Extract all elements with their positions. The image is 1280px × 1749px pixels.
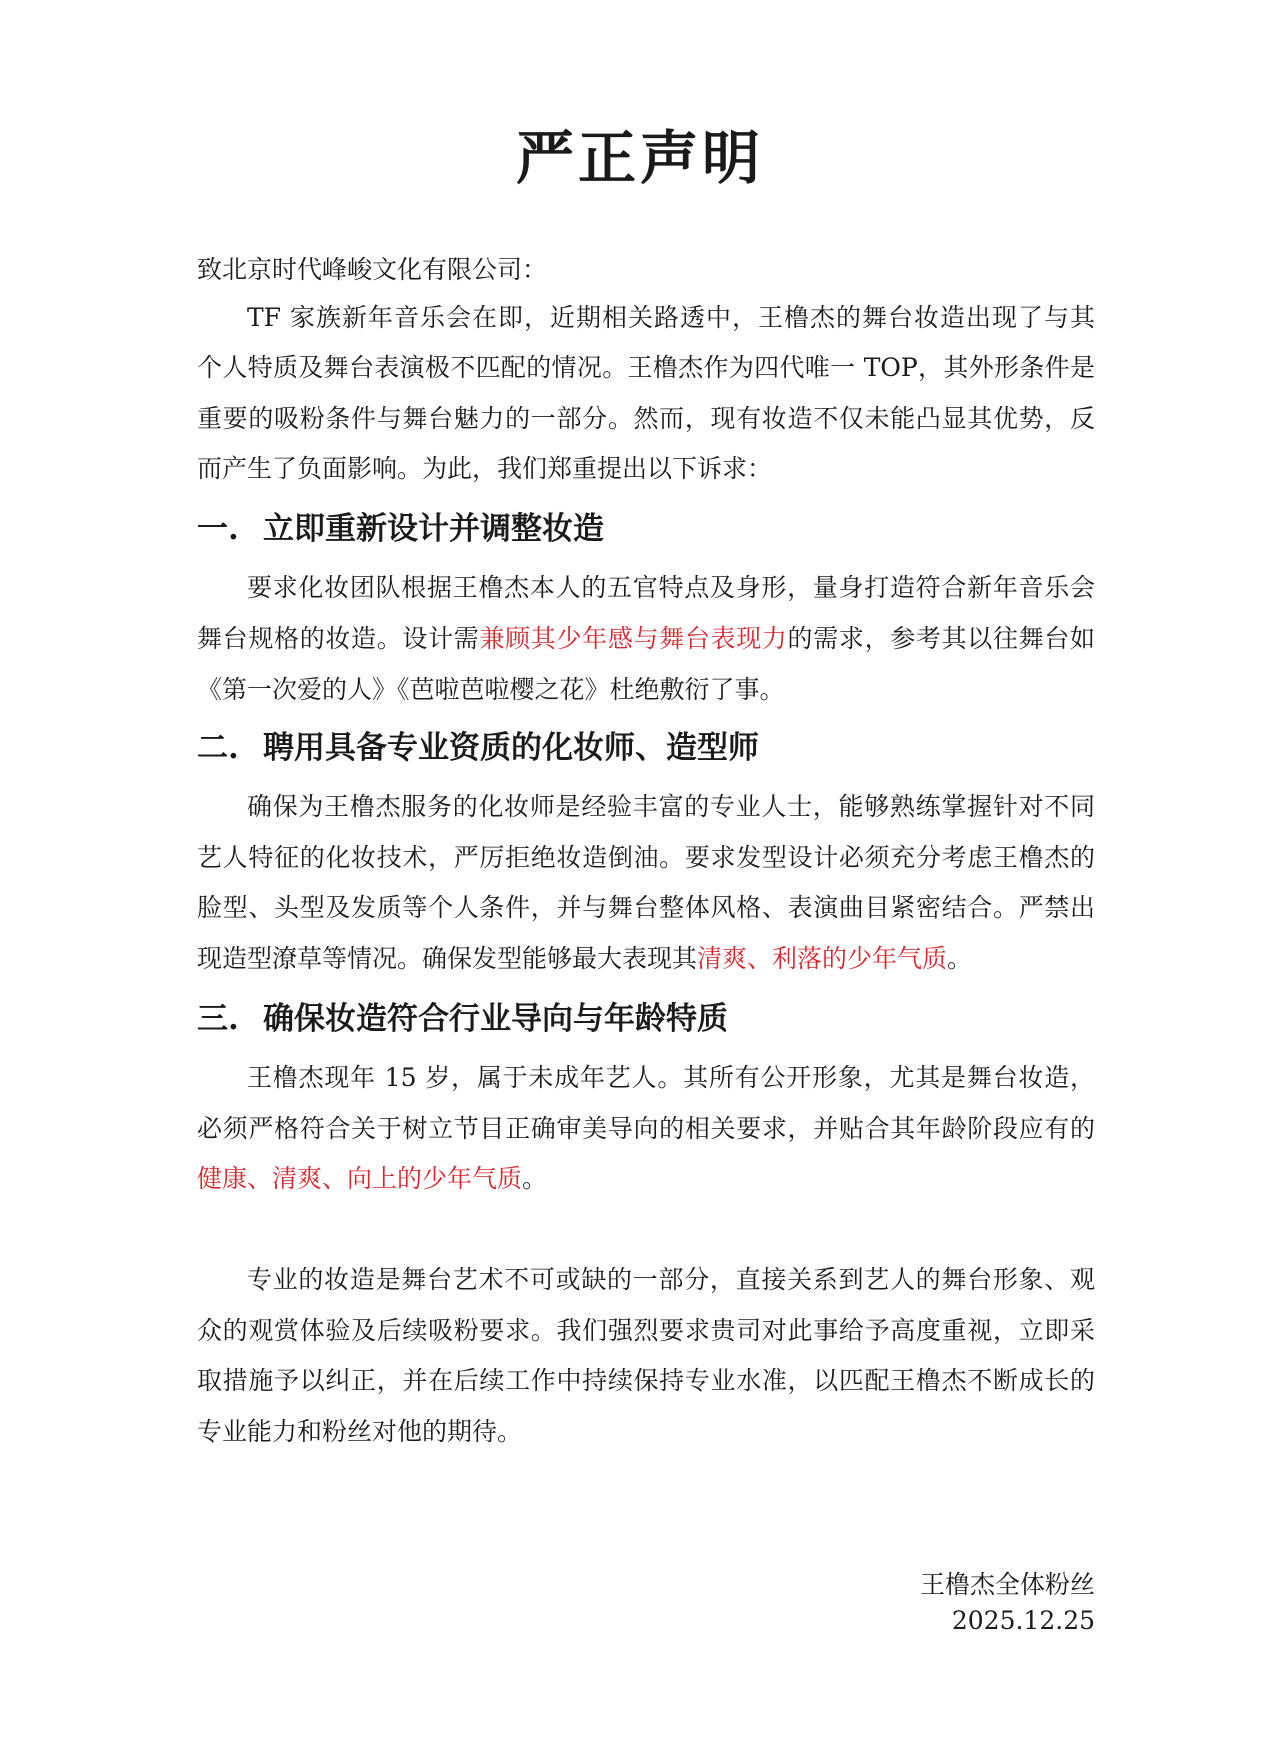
paragraph-line — [197, 1161, 1095, 1197]
paragraph-line — [197, 1414, 1095, 1450]
text-segment: 。 — [522, 1164, 548, 1193]
text-segment: 舞台规格的妆造。设计需 — [197, 624, 480, 653]
section-number: 二. — [197, 730, 239, 766]
text-segment: 重要的吸粉条件与舞台魅力的一部分。然而，现有妆造不仅未能凸显其优势，反 — [197, 404, 1095, 433]
text-segment: 现造型潦草等情况。确保发型能够最大表现其 — [197, 944, 698, 973]
paragraph-line — [247, 1262, 1095, 1298]
section-number: 三. — [197, 1001, 239, 1037]
paragraph-line — [197, 890, 1095, 926]
paragraph-line — [197, 401, 1095, 437]
emphasized-text: 兼顾其少年感与舞台表现力 — [479, 624, 788, 653]
text-segment: 确保为王橹杰服务的化妆师是经验丰富的专业人士，能够熟练掌握针对不同 — [247, 792, 1095, 821]
paragraph-line — [247, 300, 1095, 336]
text-segment: 要求化妆团队根据王橹杰本人的五官特点及身形，量身打造符合新年音乐会 — [247, 573, 1095, 602]
signature: 王橹杰全体粉丝 — [919, 1570, 1095, 1599]
paragraph-line — [197, 621, 1095, 657]
section-heading — [197, 999, 1095, 1039]
section-title: 立即重新设计并调整妆造 — [263, 511, 604, 547]
text-segment: 必须严格符合关于树立节目正确审美导向的相关要求，并贴合其年龄阶段应有的 — [197, 1114, 1095, 1143]
salutation: 致北京时代峰峻文化有限公司： — [197, 255, 548, 284]
paragraph-line — [197, 1313, 1095, 1349]
paragraph-line — [197, 941, 1095, 977]
section-title: 聘用具备专业资质的化妆师、造型师 — [263, 730, 759, 766]
text-segment: 《第一次爱的人》《芭啦芭啦樱之花》杜绝敷衍了事。 — [197, 675, 785, 704]
paragraph-line — [247, 789, 1095, 825]
paragraph-line — [197, 1111, 1095, 1147]
document-title: 严正声明 — [515, 124, 764, 192]
text-segment: 而产生了负面影响。为此，我们郑重提出以下诉求： — [197, 454, 773, 483]
text-segment: TF 家族新年音乐会在即，近期相关路透中，王橹杰的舞台妆造出现了与其 — [247, 303, 1095, 332]
section-title: 确保妆造符合行业导向与年龄特质 — [263, 1001, 728, 1037]
text-segment: 艺人特征的化妆技术，严厉拒绝妆造倒油。要求发型设计必须充分考虑王橹杰的 — [197, 843, 1095, 872]
paragraph-line — [247, 1060, 1095, 1096]
paragraph-line — [197, 672, 1095, 708]
paragraph-line — [197, 840, 1095, 876]
paragraph-line — [197, 350, 1095, 386]
text-segment: 的需求，参考其以往舞台如 — [787, 624, 1095, 653]
paragraph-line — [197, 1363, 1095, 1399]
section-number: 一. — [197, 511, 239, 547]
text-segment: 专业能力和粉丝对他的期待。 — [197, 1417, 523, 1446]
date: 2025.12.25 — [951, 1606, 1095, 1635]
text-segment: 众的观赏体验及后续吸粉要求。我们强烈要求贵司对此事给予高度重视，立即采 — [197, 1316, 1095, 1345]
section-heading — [197, 509, 1095, 549]
text-segment: 专业的妆造是舞台艺术不可或缺的一部分，直接关系到艺人的舞台形象、观 — [247, 1265, 1095, 1294]
text-segment: 脸型、头型及发质等个人条件，并与舞台整体风格、表演曲目紧密结合。严禁出 — [197, 893, 1095, 922]
emphasized-text: 清爽、利落的少年气质 — [697, 944, 948, 973]
section-heading — [197, 728, 1095, 768]
text-segment: 取措施予以纠正，并在后续工作中持续保持专业水准，以匹配王橹杰不断成长的 — [197, 1366, 1095, 1395]
paragraph-line — [247, 570, 1095, 606]
emphasized-text: 健康、清爽、向上的少年气质 — [197, 1164, 523, 1193]
paragraph-line — [197, 451, 1095, 487]
text-segment: 。 — [947, 944, 973, 973]
text-segment: 个人特质及舞台表演极不匹配的情况。王橹杰作为四代唯一 TOP，其外形条件是 — [197, 353, 1095, 382]
text-segment: 王橹杰现年 15 岁，属于未成年艺人。其所有公开形象，尤其是舞台妆造， — [247, 1063, 1095, 1092]
